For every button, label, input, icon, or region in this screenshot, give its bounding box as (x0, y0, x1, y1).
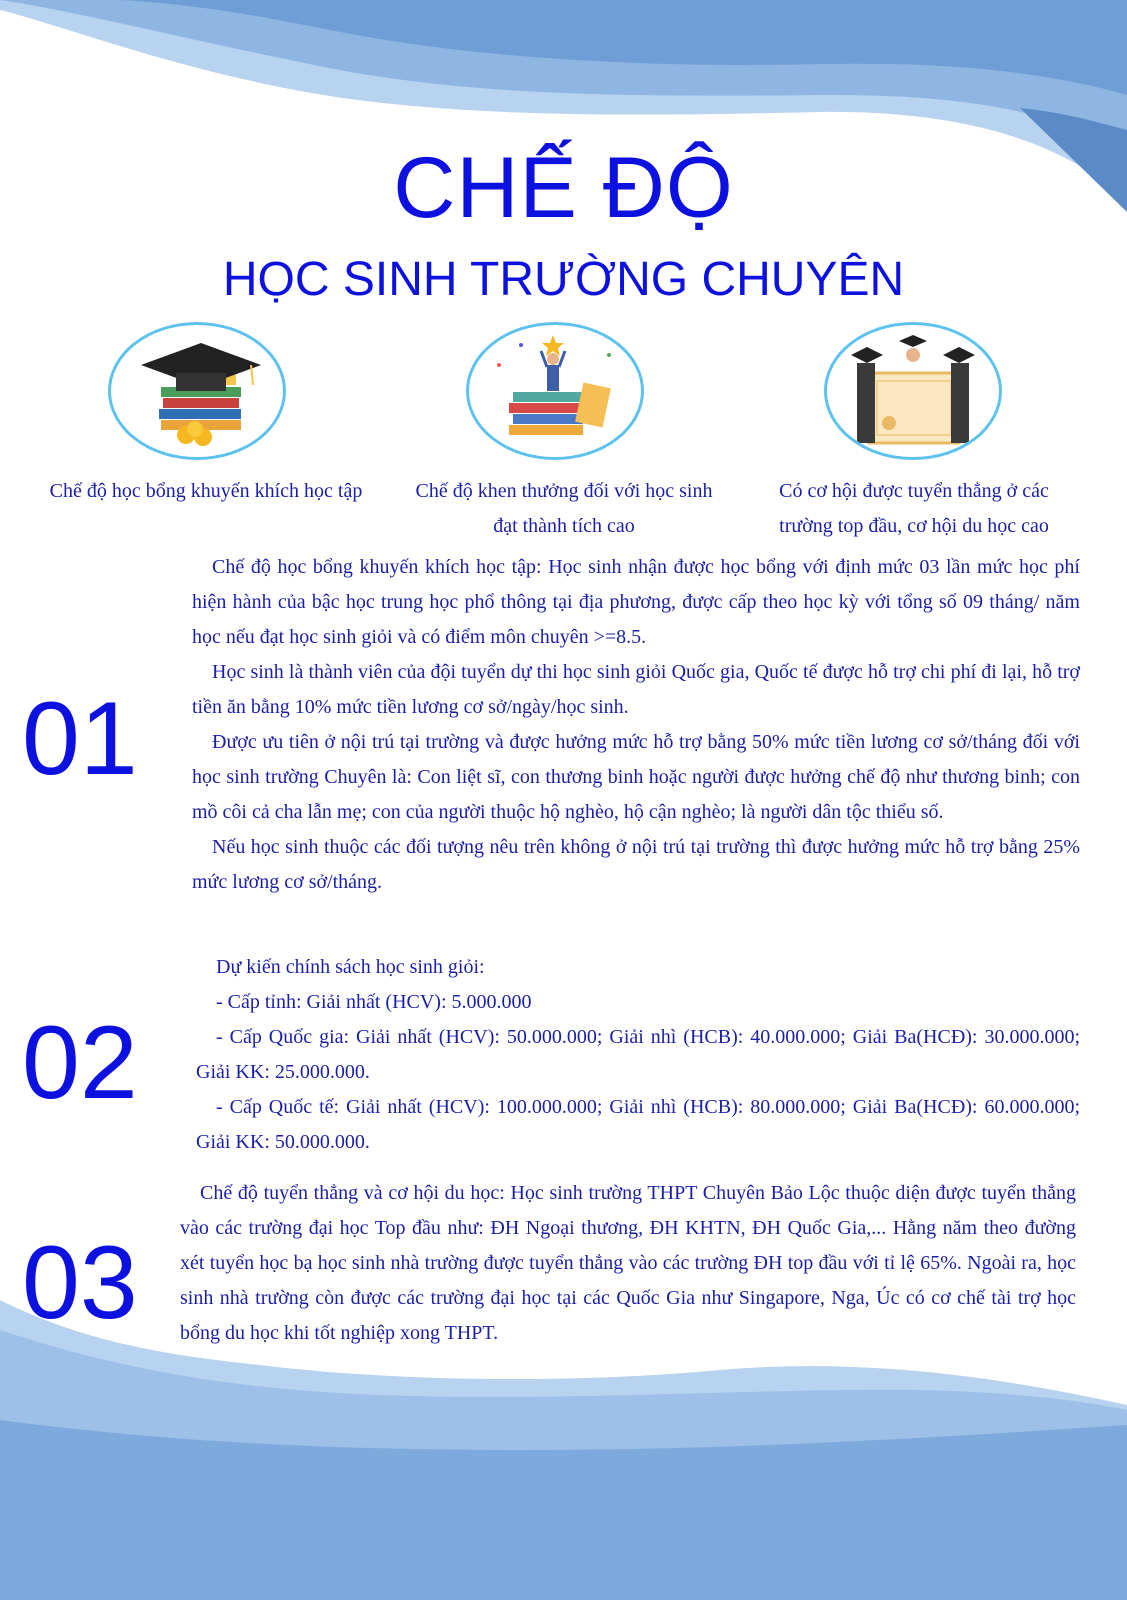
section-01-paragraph: Chế độ học bổng khuyến khích học tập: Học sinh nhận được học bổng với định mức 03 lần mức học phí hiện hành của bậc học trung học phổ thông tại địa phương, được cấp theo học kỳ với tổng số 09 tháng/ năm học nếu đạt học sinh giỏi và có điểm môn chuyên >=8.5. (192, 556, 1080, 648)
section-02-paragraph: - Cấp tỉnh: Giải nhất (HCV): 5.000.000 (216, 991, 532, 1013)
section-02-paragraph: - Cấp Quốc gia: Giải nhất (HCV): 50.000.000; Giải nhì (HCB): 40.000.000; Giải Ba(HCĐ): 30.000.000; Giải KK: 25.000.000. (196, 1026, 1080, 1083)
section-number-01: 01 (22, 681, 138, 797)
section-number-02: 02 (22, 1005, 138, 1121)
section-03-body (180, 1176, 1076, 1351)
section-01-body (192, 550, 1080, 900)
section-01-paragraph: Được ưu tiên ở nội trú tại trường và được hưởng mức hỗ trợ bằng 50% mức tiền lương cơ sở/tháng đối với học sinh trường Chuyên là: Con liệt sĩ, con thương binh hoặc người được hưởng chế độ như thương binh; con mồ côi cả cha lẫn mẹ; con của người thuộc hộ nghèo, hộ cận nghèo; là người dân tộc thiểu số. (192, 731, 1080, 823)
section-02-body (196, 950, 1080, 1160)
graduates-diploma-icon (824, 322, 1002, 460)
section-02-paragraph: Dự kiến chính sách học sinh giỏi: (216, 956, 485, 978)
section-01-paragraph: Học sinh là thành viên của đội tuyển dự thi học sinh giỏi Quốc gia, Quốc tế được hỗ trợ chi phí đi lại, hỗ trợ tiền ăn bằng 10% mức tiền lương cơ sở/ngày/học sinh. (192, 661, 1080, 718)
page-title: CHẾ ĐỘ (393, 140, 734, 236)
feature-caption-reward: Chế độ khen thưởng đối với học sinh đạt thành tích cao (415, 480, 713, 537)
section-03-paragraph: Chế độ tuyển thẳng và cơ hội du học: Học sinh trường THPT Chuyên Bảo Lộc thuộc diện được tuyển thẳng vào các trường đại học Top đầu như: ĐH Ngoại thương, ĐH KHTN, ĐH Quốc Gia,... Hằng năm theo đường xét tuyển học bạ học sinh nhà trường được tuyển thẳng vào các trường ĐH top đầu với tỉ lệ 65%. Ngoài ra, học sinh nhà trường còn được các trường đại học tại các Quốc Gia như Singapore, Nga, Úc có cơ chế tài trợ học bổng du học khi tốt nghiệp xong THPT. (180, 1182, 1076, 1344)
page-subtitle: HỌC SINH TRƯỜNG CHUYÊN (222, 253, 905, 306)
section-number-03: 03 (22, 1225, 138, 1341)
section-01-paragraph: Nếu học sinh thuộc các đối tượng nêu trên không ở nội trú tại trường thì được hưởng mức hỗ trợ bằng 25% mức lương cơ sở/tháng. (192, 836, 1080, 893)
section-02-paragraph: - Cấp Quốc tế: Giải nhất (HCV): 100.000.000; Giải nhì (HCB): 80.000.000; Giải Ba(HCĐ): 60.000.000; Giải KK: 50.000.000. (196, 1096, 1080, 1153)
feature-caption-admission: Có cơ hội được tuyển thẳng ở các trường top đầu, cơ hội du học cao (779, 480, 1049, 537)
feature-caption-scholarship: Chế độ học bổng khuyến khích học tập (49, 480, 363, 502)
graduation-cap-books-icon (108, 322, 286, 460)
trophy-student-books-icon (466, 322, 644, 460)
